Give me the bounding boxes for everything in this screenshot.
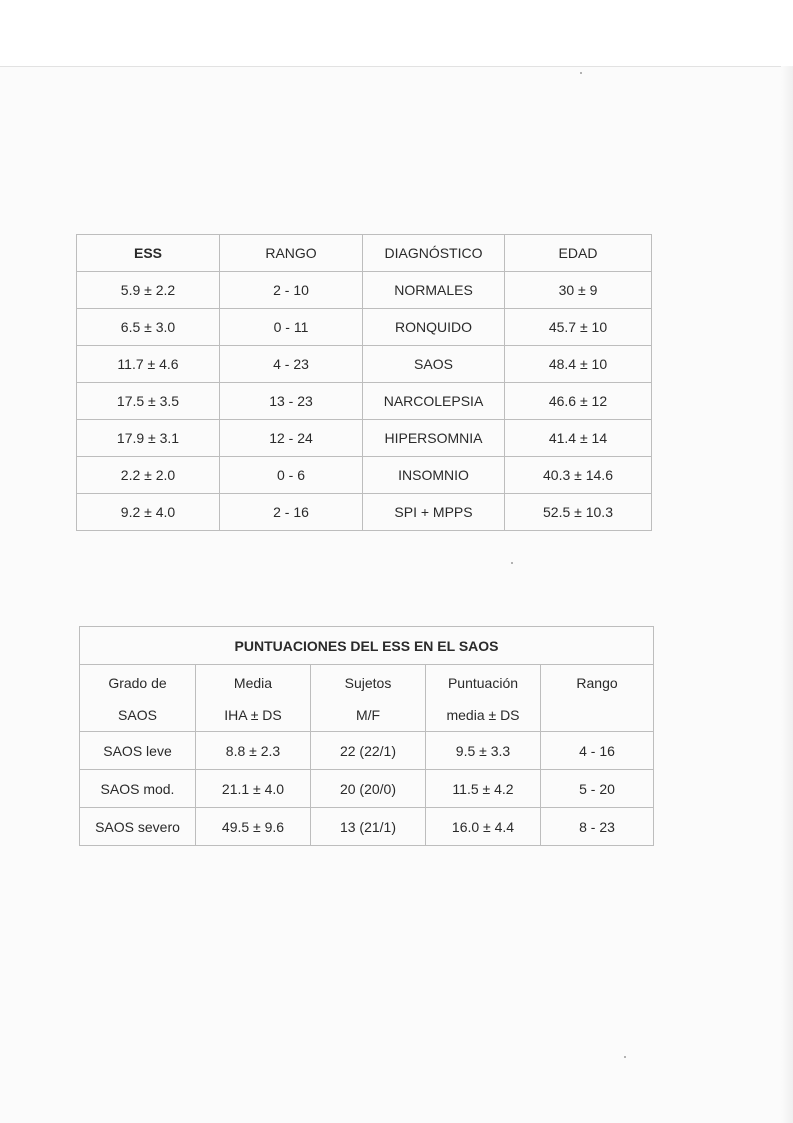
header-line: SAOS [118,707,157,723]
cell-media: 21.1 ± 4.0 [196,770,311,808]
cell-ess: 17.9 ± 3.1 [77,420,220,457]
header-ess: ESS [77,235,220,272]
header-grado [80,665,196,732]
header-line: Puntuación [447,675,519,691]
scan-speck [511,562,513,564]
cell-edad: 52.5 ± 10.3 [505,494,652,531]
header-line: Media [233,675,273,691]
table-row [77,346,652,383]
table-row [80,770,654,808]
cell-diagnostico: HIPERSOMNIA [363,420,505,457]
table-row [77,420,652,457]
table-title: PUNTUACIONES DEL ESS EN EL SAOS [80,627,654,665]
cell-grado: SAOS severo [80,808,196,846]
cell-puntuacion: 9.5 ± 3.3 [426,732,541,770]
header-puntuacion [426,665,541,732]
cell-sujetos: 20 (20/0) [311,770,426,808]
cell-diagnostico: NARCOLEPSIA [363,383,505,420]
cell-grado: SAOS mod. [80,770,196,808]
table-header-row [80,665,654,732]
cell-rango: 12 - 24 [220,420,363,457]
table-row [77,494,652,531]
cell-ess: 5.9 ± 2.2 [77,272,220,309]
cell-edad: 48.4 ± 10 [505,346,652,383]
table-row [77,272,652,309]
header-line: Sujetos [344,675,392,691]
scan-margin-top [0,0,793,67]
ess-diagnosis-table [76,234,652,531]
table-row [77,457,652,494]
header-line: M/F [355,707,381,723]
header-edad: EDAD [505,235,652,272]
scan-speck [624,1056,626,1058]
header-rango [541,665,654,732]
header-line: media ± DS [446,707,520,723]
header-media [196,665,311,732]
cell-sujetos: 13 (21/1) [311,808,426,846]
cell-puntuacion: 11.5 ± 4.2 [426,770,541,808]
table-row [80,732,654,770]
cell-diagnostico: SAOS [363,346,505,383]
cell-rango: 4 - 16 [541,732,654,770]
cell-media: 8.8 ± 2.3 [196,732,311,770]
cell-edad: 45.7 ± 10 [505,309,652,346]
cell-rango: 13 - 23 [220,383,363,420]
scan-margin-right [781,66,793,1123]
cell-rango: 8 - 23 [541,808,654,846]
cell-rango: 2 - 10 [220,272,363,309]
cell-edad: 30 ± 9 [505,272,652,309]
table-title-row [80,627,654,665]
cell-rango: 0 - 11 [220,309,363,346]
table-row [80,808,654,846]
cell-rango: 4 - 23 [220,346,363,383]
cell-diagnostico: RONQUIDO [363,309,505,346]
table-header-row [77,235,652,272]
cell-diagnostico: NORMALES [363,272,505,309]
cell-rango: 0 - 6 [220,457,363,494]
cell-ess: 6.5 ± 3.0 [77,309,220,346]
header-line: IHA ± DS [224,707,282,723]
table-row [77,309,652,346]
cell-grado: SAOS leve [80,732,196,770]
cell-diagnostico: SPI + MPPS [363,494,505,531]
cell-edad: 46.6 ± 12 [505,383,652,420]
table-row [77,383,652,420]
header-sujetos [311,665,426,732]
cell-media: 49.5 ± 9.6 [196,808,311,846]
cell-ess: 17.5 ± 3.5 [77,383,220,420]
header-rango: RANGO [220,235,363,272]
cell-edad: 41.4 ± 14 [505,420,652,457]
cell-puntuacion: 16.0 ± 4.4 [426,808,541,846]
cell-diagnostico: INSOMNIO [363,457,505,494]
cell-rango: 2 - 16 [220,494,363,531]
scan-speck [580,72,582,74]
header-line: Grado de [108,675,167,691]
cell-edad: 40.3 ± 14.6 [505,457,652,494]
saos-scores-table [79,626,654,846]
cell-ess: 2.2 ± 2.0 [77,457,220,494]
cell-ess: 9.2 ± 4.0 [77,494,220,531]
header-line: Rango [576,675,618,691]
cell-ess: 11.7 ± 4.6 [77,346,220,383]
cell-sujetos: 22 (22/1) [311,732,426,770]
header-diagnostico: DIAGNÓSTICO [363,235,505,272]
cell-rango: 5 - 20 [541,770,654,808]
